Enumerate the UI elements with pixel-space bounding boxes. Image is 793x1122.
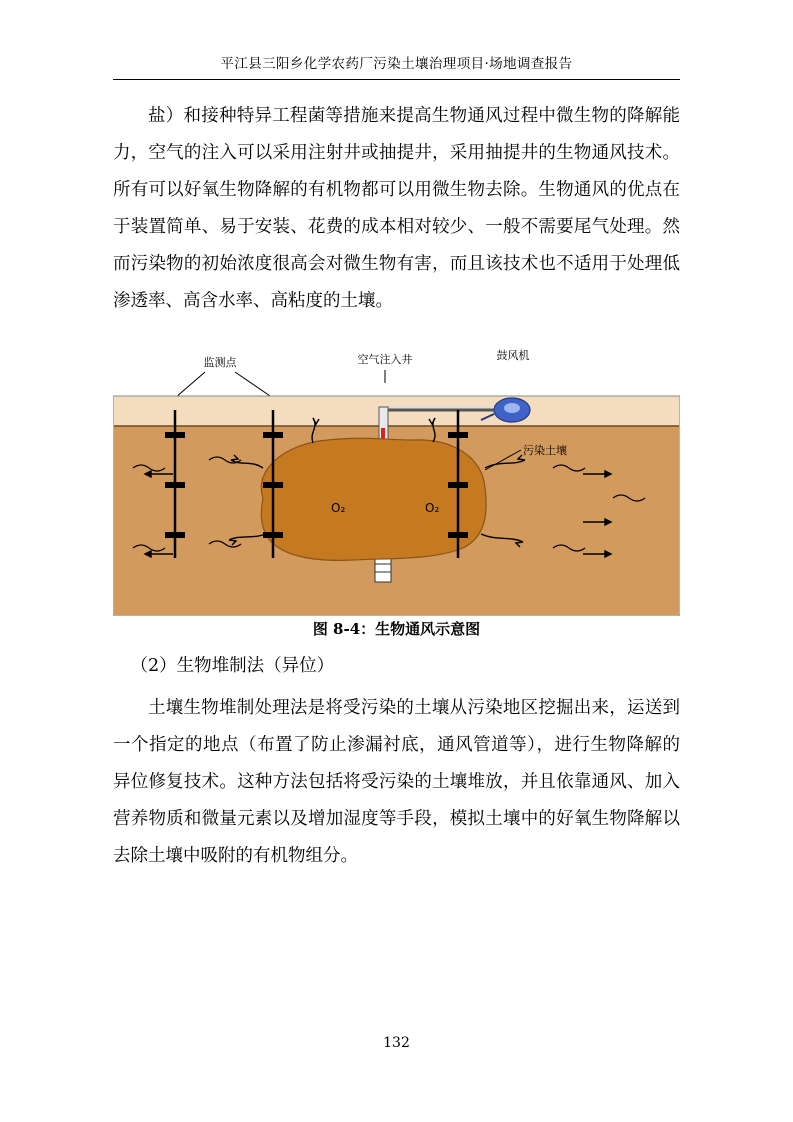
figure-caption: 图 8-4：生物通风示意图: [312, 620, 481, 638]
bioventing-diagram: [113, 348, 680, 616]
page-header: 平江县三阳乡化学农药厂污染土壤治理项目·场地调查报告: [220, 56, 573, 72]
paragraph-2: 土壤生物堆制处理法是将受污染的土壤从污染地区挖掘出来，运送到一个指定的地点（布置了防止渗漏衬底，通风管道等），进行生物降解的异位修复技术。这种方法包括将受污染的土壤堆放，并且依靠通风、加入营养物质和微量元素以及增加湿度等手段，模拟土壤中的好氧生物降解以去除土壤中吸附的有机物组分。: [113, 698, 680, 866]
label-blower: 鼓风机: [496, 349, 530, 362]
header-divider: [113, 79, 680, 80]
section-heading: （2）生物堆制法（异位）: [130, 656, 335, 676]
label-air-injection-well: 空气注入井: [357, 353, 413, 366]
label-monitoring-wells: 监测点: [203, 356, 237, 369]
paragraph-1: 盐）和接种特异工程菌等措施来提高生物通风过程中微生物的降解能力，空气的注入可以采用注射井或抽提井，采用抽提井的生物通风技术。所有可以好氧生物降解的有机物都可以用微生物去除。生物通风的优点在于装置简单、易于安装、花费的成本相对较少、一般不需要尾气处理。然而污染物的初始浓度很高会对微生物有害，而且该技术也不适用于处理低渗透率、高含水率、高粘度的土壤。: [113, 106, 680, 311]
figure-image: [113, 348, 680, 616]
figure-bioventing: [113, 348, 680, 616]
page-number: 132: [383, 1035, 410, 1051]
label-contaminated-soil: 污染土壤: [523, 444, 567, 457]
label-oxygen-right: O₂: [425, 501, 440, 515]
label-oxygen-left: O₂: [331, 501, 346, 515]
